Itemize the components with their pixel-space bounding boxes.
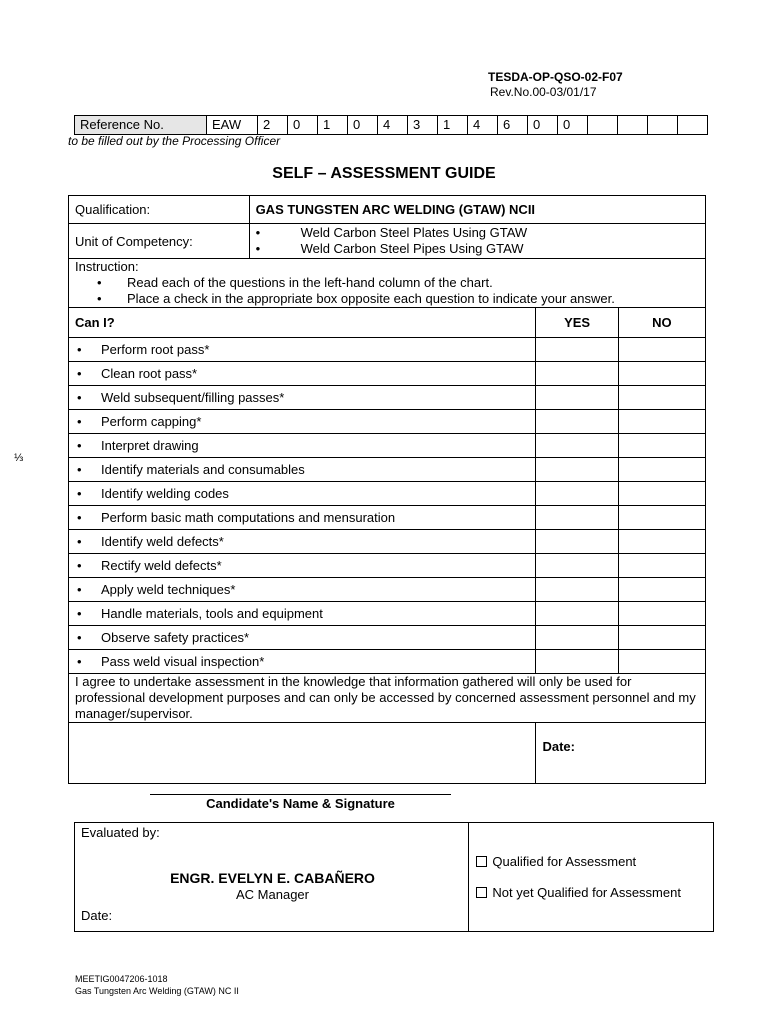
option-qualified[interactable]: Qualified for Assessment [476, 854, 636, 869]
checkbox-icon[interactable] [476, 887, 487, 898]
question-cell: • Perform capping* [69, 410, 536, 434]
question-cell: • Perform basic math computations and mensuration [69, 506, 536, 530]
qualification-value: GAS TUNGSTEN ARC WELDING (GTAW) NCII [249, 196, 705, 224]
yes-checkbox-cell[interactable] [536, 362, 618, 386]
candidate-date-field[interactable]: Date: [536, 723, 706, 784]
column-header-question: Can I? [69, 308, 536, 338]
question-cell: • Identify welding codes [69, 482, 536, 506]
table-row [69, 506, 706, 530]
question-cell: • Observe safety practices* [69, 626, 536, 650]
bullet-icon: • [77, 462, 82, 477]
yes-checkbox-cell[interactable] [536, 434, 618, 458]
no-checkbox-cell[interactable] [618, 602, 705, 626]
bullet-icon: • [77, 438, 82, 453]
yes-checkbox-cell[interactable] [536, 626, 618, 650]
bullet-icon: • [255, 225, 261, 240]
no-checkbox-cell[interactable] [618, 458, 705, 482]
unit-label: Unit of Competency: [69, 224, 250, 259]
table-row [69, 650, 706, 674]
no-checkbox-cell[interactable] [618, 482, 705, 506]
reference-digit[interactable]: 1 [318, 116, 348, 135]
reference-digit[interactable] [588, 116, 618, 135]
question-cell: • Perform root pass* [69, 338, 536, 362]
reference-digit[interactable]: 0 [558, 116, 588, 135]
column-header-yes: YES [536, 308, 618, 338]
question-cell: • Identify weld defects* [69, 530, 536, 554]
revision-number: Rev.No.00-03/01/17 [490, 85, 597, 99]
question-cell: • Rectify weld defects* [69, 554, 536, 578]
table-row [69, 554, 706, 578]
evaluation-table [74, 822, 714, 932]
bullet-icon: • [77, 390, 82, 405]
table-row [69, 602, 706, 626]
bullet-icon: • [77, 342, 82, 357]
yes-checkbox-cell[interactable] [536, 578, 618, 602]
candidate-signature-label: Candidate's Name & Signature [206, 796, 395, 811]
unit-items [249, 224, 705, 259]
instruction-label: Instruction: [75, 259, 139, 274]
bullet-icon: • [77, 654, 82, 669]
table-row [69, 362, 706, 386]
reference-label: Reference No. [75, 116, 207, 135]
no-checkbox-cell[interactable] [618, 386, 705, 410]
question-cell: • Interpret drawing [69, 434, 536, 458]
reference-prefix: EAW [207, 116, 258, 135]
instruction-item: • Place a check in the appropriate box opposite each question to indicate your answer. [97, 291, 615, 306]
bullet-icon: • [77, 582, 82, 597]
checkbox-icon[interactable] [476, 856, 487, 867]
yes-checkbox-cell[interactable] [536, 458, 618, 482]
question-cell: • Apply weld techniques* [69, 578, 536, 602]
signature-line [150, 794, 451, 795]
reference-digit[interactable] [678, 116, 708, 135]
page-title: SELF – ASSESSMENT GUIDE [272, 165, 496, 182]
bullet-icon: • [255, 241, 261, 256]
yes-checkbox-cell[interactable] [536, 338, 618, 362]
side-mark: ⅓ [14, 452, 24, 464]
reference-digit[interactable]: 0 [528, 116, 558, 135]
no-checkbox-cell[interactable] [618, 650, 705, 674]
column-header-no: NO [618, 308, 705, 338]
question-cell: • Handle materials, tools and equipment [69, 602, 536, 626]
option-not-qualified[interactable]: Not yet Qualified for Assessment [476, 885, 681, 900]
yes-checkbox-cell[interactable] [536, 386, 618, 410]
candidate-signature-cell[interactable] [69, 723, 536, 784]
qualification-options-cell [469, 823, 714, 932]
form-code: TESDA-OP-QSO-02-F07 [488, 70, 623, 84]
bullet-icon: • [77, 486, 82, 501]
table-row [69, 338, 706, 362]
reference-digit[interactable]: 3 [408, 116, 438, 135]
yes-checkbox-cell[interactable] [536, 410, 618, 434]
no-checkbox-cell[interactable] [618, 554, 705, 578]
bullet-icon: • [77, 606, 82, 621]
table-row [69, 482, 706, 506]
reference-digit[interactable] [648, 116, 678, 135]
yes-checkbox-cell[interactable] [536, 506, 618, 530]
evaluation-date-label: Date: [81, 908, 113, 923]
question-cell: • Weld subsequent/filling passes* [69, 386, 536, 410]
table-row [69, 458, 706, 482]
table-row [69, 386, 706, 410]
table-row [69, 578, 706, 602]
table-row [69, 410, 706, 434]
yes-checkbox-cell[interactable] [536, 650, 618, 674]
reference-digit[interactable]: 0 [288, 116, 318, 135]
yes-checkbox-cell[interactable] [536, 554, 618, 578]
reference-digit[interactable]: 6 [498, 116, 528, 135]
bullet-icon: • [97, 275, 102, 290]
instruction-block [69, 259, 706, 308]
no-checkbox-cell[interactable] [618, 410, 705, 434]
reference-digit[interactable]: 0 [348, 116, 378, 135]
reference-digit[interactable]: 1 [438, 116, 468, 135]
yes-checkbox-cell[interactable] [536, 602, 618, 626]
yes-checkbox-cell[interactable] [536, 482, 618, 506]
bullet-icon: • [77, 366, 82, 381]
reference-number-table [74, 115, 708, 135]
footer-document-id: MEETIG0047206-1018 [75, 974, 168, 984]
reference-digit[interactable]: 4 [468, 116, 498, 135]
no-checkbox-cell[interactable] [618, 434, 705, 458]
bullet-icon: • [97, 291, 102, 306]
no-checkbox-cell[interactable] [618, 578, 705, 602]
table-row [69, 626, 706, 650]
evaluated-by-label: Evaluated by: [81, 825, 160, 840]
bullet-icon: • [77, 534, 82, 549]
no-checkbox-cell[interactable] [618, 626, 705, 650]
yes-checkbox-cell[interactable] [536, 530, 618, 554]
evaluator-name: ENGR. EVELYN E. CABAÑERO [170, 870, 375, 886]
unit-item: • Weld Carbon Steel Pipes Using GTAW [255, 241, 524, 256]
table-row [69, 530, 706, 554]
bullet-icon: • [77, 558, 82, 573]
evaluator-cell [75, 823, 469, 932]
reference-note: to be filled out by the Processing Officer [68, 134, 281, 148]
instruction-item: • Read each of the questions in the left-hand column of the chart. [97, 275, 493, 290]
bullet-icon: • [77, 414, 82, 429]
question-cell: • Pass weld visual inspection* [69, 650, 536, 674]
unit-item: • Weld Carbon Steel Plates Using GTAW [255, 225, 528, 240]
no-checkbox-cell[interactable] [618, 338, 705, 362]
reference-digit[interactable]: 4 [378, 116, 408, 135]
evaluator-role: AC Manager [236, 887, 309, 902]
qualification-label: Qualification: [69, 196, 250, 224]
agreement-text: I agree to undertake assessment in the knowledge that information gathered will only be used for professional development purposes and can only be accessed by concerned assessment personnel and my manager/supervisor. [69, 674, 706, 723]
reference-digit[interactable] [618, 116, 648, 135]
bullet-icon: • [77, 630, 82, 645]
no-checkbox-cell[interactable] [618, 530, 705, 554]
reference-digit[interactable]: 2 [258, 116, 288, 135]
assessment-table [68, 195, 706, 784]
bullet-icon: • [77, 510, 82, 525]
table-row [69, 434, 706, 458]
footer-qualification: Gas Tungsten Arc Welding (GTAW) NC II [75, 986, 239, 996]
no-checkbox-cell[interactable] [618, 362, 705, 386]
no-checkbox-cell[interactable] [618, 506, 705, 530]
question-cell: • Clean root pass* [69, 362, 536, 386]
question-cell: • Identify materials and consumables [69, 458, 536, 482]
